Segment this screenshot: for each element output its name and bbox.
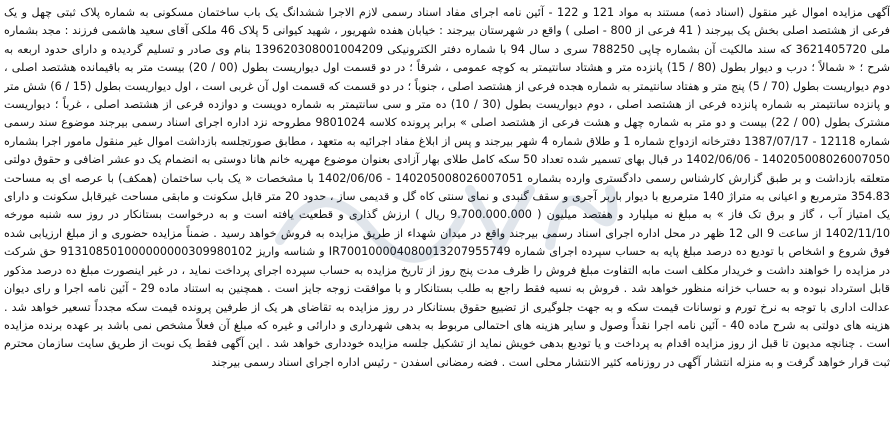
auction-notice-text: آگهی مزایده اموال غیر منقول (اسناد ذمه) مستند به مواد 121 و 122 - آئین نامه اجرای مفاد اسناد رسمی لازم الاجرا ششدانگ یک باب ساختمان مسکونی به شماره پلاک ثبتی چهل و یک فرعی از هشتصد اصلی بخش یک بیرجند ( 41 فرعی از 800 - اصلی ) واقع در شهرستان بیرجند : خیابان هفده شهریور ، شهید کیوانی 5 پلاک 46 ملکی آقای سعید هاشمی فرزند : مجد بشماره ملی 3621405720 که سند مالکیت آن بشماره چاپی 788250 سری د سال 94 با شماره دفتر الکترونیکی 139620308001004209 بنام وی صادر و تسلیم گردیده و دارای حدود اربعه به شرح ؛ « شمالاً ؛ درب و دیوار بطول (80 / 15) پانزده متر و هشتاد سانتیمتر به کوچه عمومی ، شرقاً ؛ در دو قسمت اول دیواریست بطول (00 / 20) بیست متر به باقیمانده هشتصد اصلی ، دوم دیواریست بطول (70 / 5) پنج متر و هفتاد سانتیمتر به شماره هجده فرعی از هشتصد اصلی ، جنوباً ؛ در دو قسمت که قسمت اول آن غربی است ، اول دیواریست بطول (15 / 6) شش متر و پانزده سانتیمتر به شماره پانزده فرعی از هشتصد اصلی ، دوم دیواریست بطول (30 / 10) ده متر و سی سانتیمتر به شماره دویست و دوازده فرعی از هشتصد اصلی ، غرباً ؛ دیواریست مشترک بطول (00 / 22) بیست و دو متر به شماره چهل و هشت فرعی از هشتصد اصلی » برابر پرونده کلاسه 9801024 مطروحه نزد اداره اجرای اسناد رسمی بیرجند موضوع سند رسمی شماره 12118 - 1387/07/17 دفترخانه ازدواج شماره 1 و طلاق شماره 4 شهر بیرجند و پس از ابلاغ مفاد اجرائیه به متعهد ، مطابق صورتجلسه بازداشت اموال غیر منقول مامور اجرا بشماره 140205008026007050 - 1402/06/06 در قبال بهای تسمیر شده تعداد 50 سکه کامل طلای بهار آزادی بعنوان موضوع مهریه خانم هانا دوستی به انضمام یک دو عشر اضافی و حقوق دولتی متعلقه بازداشت و بر طبق گزارش کارشناس رسمی دادگستری وارده بشماره 140205008026007051 - 1402/06/06 با مشخصات « یک باب ساختمان (همکف) با عرصه ای به مساحت 354.83 مترمربع و اعیانی به متراژ 140 مترمربع با دیوار باربر آجری و سقف گنبدی و نمای سنتی کاه گل و قدیمی ساز ، حدود 20 متر قابل سکونت و مابقی مساحت غیرقابل سکونت و دارای یک امتیاز آب ، گاز و برق تک فاز » به مبلغ نه میلیارد و هفتصد میلیون ( 9.700.000.000 ریال ) ارزش گذاری و قطعیت یافته است و به درخواست بستانکار در روز سه شنبه مورخه 1402/11/10 از ساعت 9 الی 12 ظهر در محل اداره اجرای اسناد رسمی بیرجند واقع در میدان شهداء از طریق مزایده به فروش خواهد رسید . ضمناً مزایده حضوری و از مبلغ ارزیابی شده فوق شروع و اشخاص با تودیع ده درصد مبلغ پایه به حساب سپرده اجرای شماره IR700100004080013207955749 و شناسه واریز 913108501000000000309980102 حق شرکت در مزایده را خواهند داشت و خریدار مکلف است مابه التفاوت مبلغ فروش را ظرف مدت پنج روز از تاریخ مزایده به حساب سپرده اجرای پرداخت نماید ، در غیر اینصورت مبلغ ده درصد مذکور قابل استرداد نبوده و به حساب خزانه منظور خواهد شد . فروش به نسیه فقط راجع به طلب بستانکار و با موافقت زوجه جایز است . همچنین به استناد ماده 29 - آئین نامه اجرا و رای دیوان عدالت اداری با توجه به نرخ تورم و نوسانات قیمت سکه و به جهت جلوگیری از تضییع حقوق بستانکار در روز مزایده به تقاضای هر یک از طرفین پرونده قیمت سکه مجدداً تسعیر خواهد شد . هزینه های دولتی به شرح ماده 40 - آئین نامه اجرا نقداً وصول و سایر هزینه های احتمالی مربوط به بدهی شهرداری و دارائی و غیره که مبلغ آن فعلاً مشخص نمی باشد بر عهده برنده مزایده است . چنانچه مدیون تا قبل از روز مزایده اقدام به پرداخت و یا تودیع بدهی خویش نماید از تشکیل جلسه مزایده خودداری خواهد شد . این آگهی فقط یک نوبت از طریق سایت سازمان محترم ثبت قرار خواهد گرفت و به منزله انتشار آگهی در روزنامه کثیر الانتشار محلی است . فضه رمضانی اسفدن - رئیس اداره اجرای اسناد رسمی بیرجند — [4, 6, 890, 369]
